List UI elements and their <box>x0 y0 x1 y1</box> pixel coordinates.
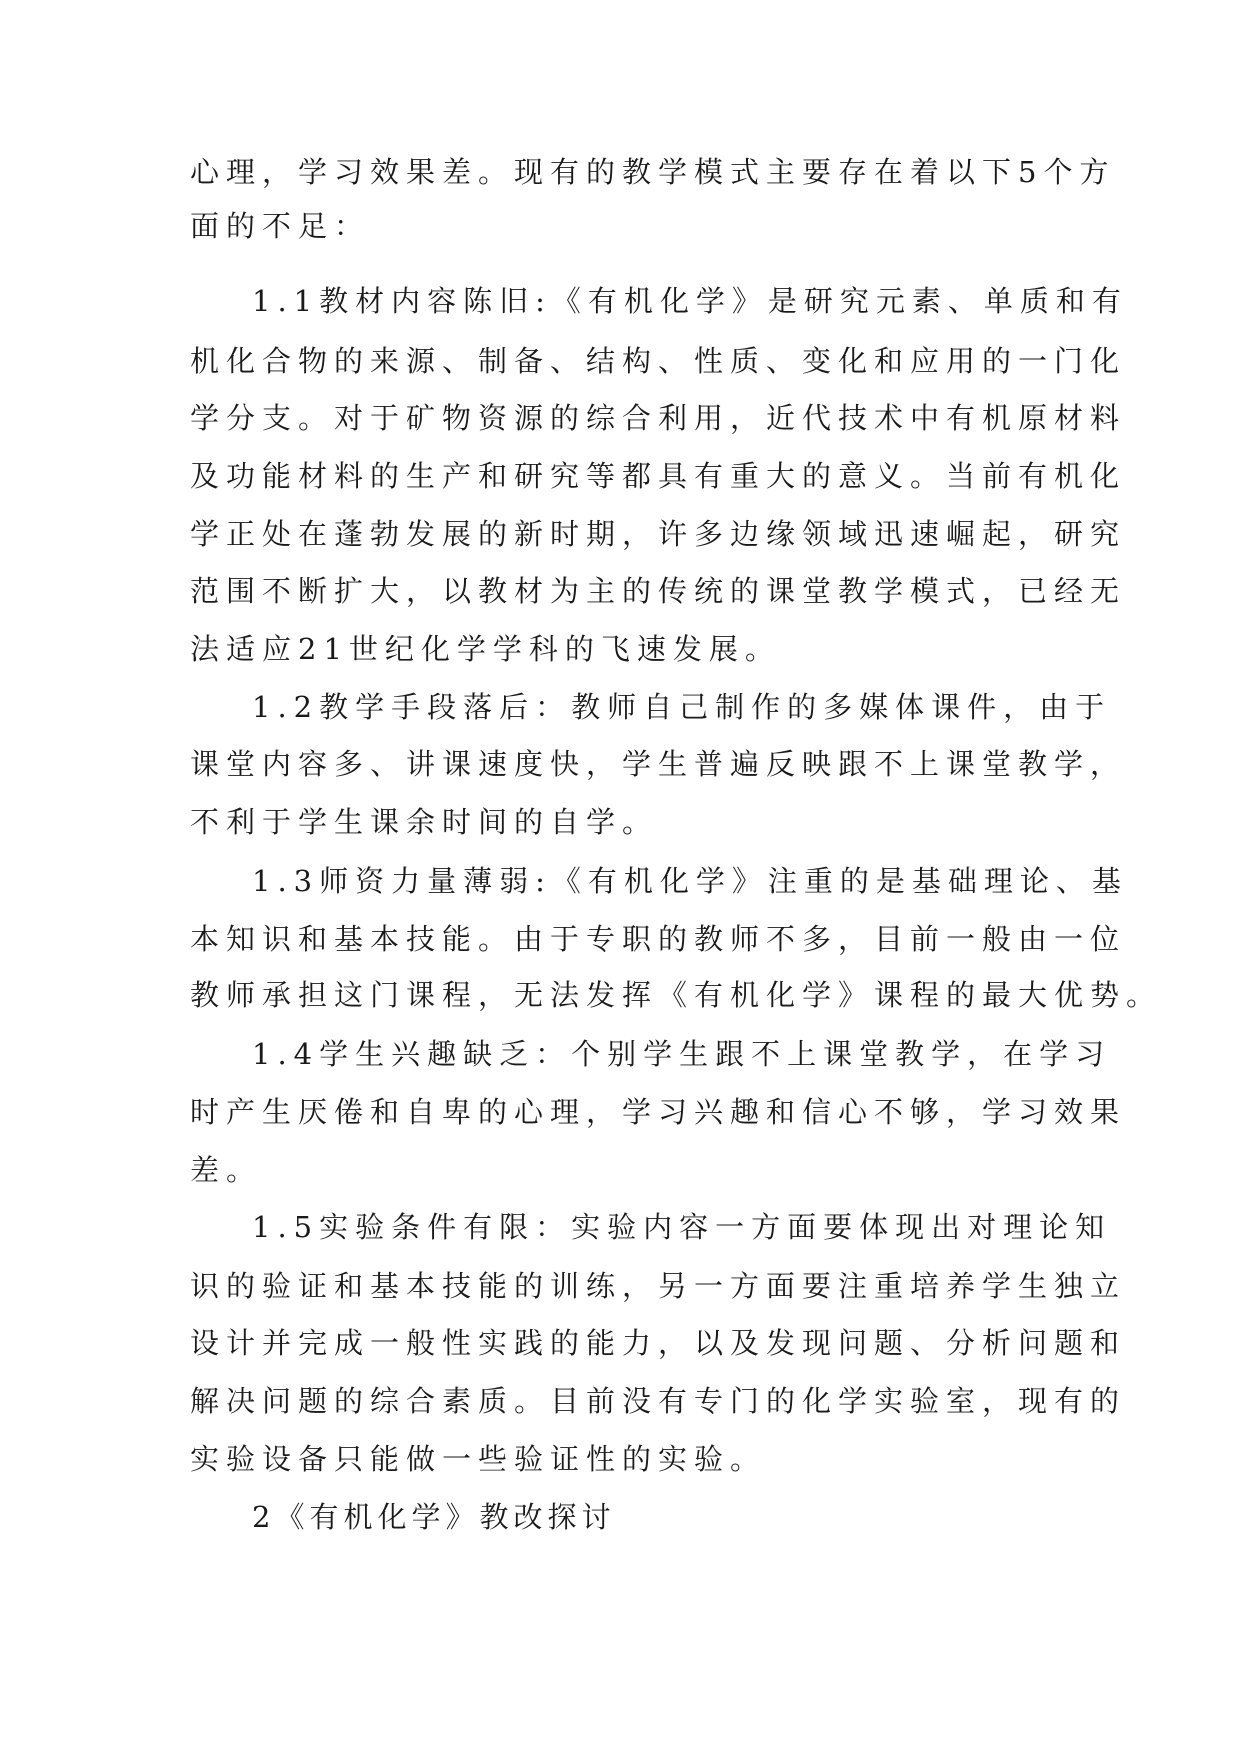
section-2-heading: 2《有机化学》教改探讨 <box>252 1500 616 1534</box>
text-line: 差。 <box>190 1153 263 1187</box>
section-1-1-line: 1.1教材内容陈旧:《有机化学》是研究元素、单质和有 <box>252 284 1128 318</box>
text-line: 及功能材料的生产和研究等都具有重大的意义。当前有机化 <box>190 459 1127 493</box>
section-1-4-line: 1.4学生兴趣缺乏：个别学生跟不上课堂教学，在学习 <box>252 1037 1112 1071</box>
text-line: 不利于学生课余时间的自学。 <box>190 805 659 839</box>
text-line: 识的验证和基本技能的训练，另一方面要注重培养学生独立 <box>190 1269 1127 1303</box>
text-line: 法适应21世纪化学学科的飞速发展。 <box>190 632 781 666</box>
text-line: 学分支。对于矿物资源的综合利用，近代技术中有机原材料 <box>190 401 1127 435</box>
text-line: 课堂内容多、讲课速度快，学生普遍反映跟不上课堂教学， <box>190 747 1127 781</box>
text-line: 学正处在蓬勃发展的新时期，许多边缘领域迅速崛起，研究 <box>190 517 1127 551</box>
text-line: 时产生厌倦和自卑的心理，学习兴趣和信心不够，学习效果 <box>190 1095 1127 1129</box>
text-line: 心理，学习效果差。现有的教学模式主要存在着以下5个方 <box>190 155 1116 189</box>
section-1-2-line: 1.2教学手段落后：教师自己制作的多媒体课件，由于 <box>252 690 1112 724</box>
text-line: 教师承担这门课程，无法发挥《有机化学》课程的最大优势。 <box>190 978 1163 1012</box>
section-1-5-line: 1.5实验条件有限：实验内容一方面要体现出对理论知 <box>252 1210 1112 1244</box>
text-line: 实验设备只能做一些验证性的实验。 <box>190 1442 767 1476</box>
text-line: 设计并完成一般性实践的能力，以及发现问题、分析问题和 <box>190 1326 1127 1360</box>
text-line: 面的不足： <box>190 209 371 243</box>
text-line: 本知识和基本技能。由于专职的教师不多，目前一般由一位 <box>190 922 1127 956</box>
text-line: 机化合物的来源、制备、结构、性质、变化和应用的一门化 <box>190 344 1127 378</box>
text-line: 范围不断扩大，以教材为主的传统的课堂教学模式，已经无 <box>190 574 1127 608</box>
text-line: 解决问题的综合素质。目前没有专门的化学实验室，现有的 <box>190 1384 1127 1418</box>
section-1-3-line: 1.3师资力量薄弱:《有机化学》注重的是基础理论、基 <box>252 864 1128 898</box>
